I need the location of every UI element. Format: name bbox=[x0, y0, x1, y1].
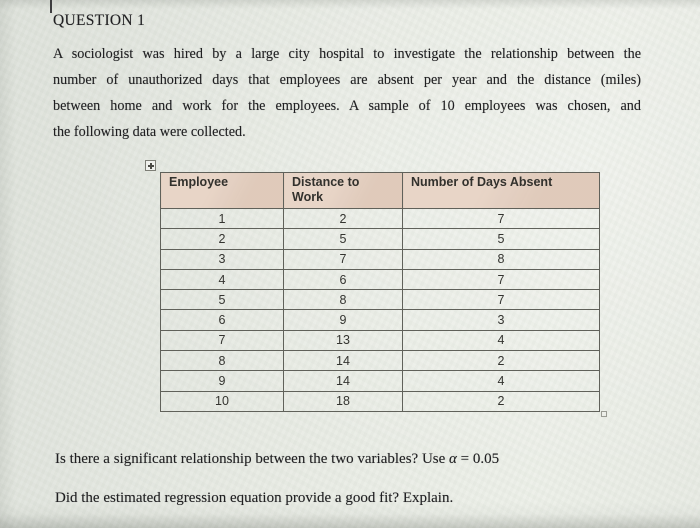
table-cell: 8 bbox=[403, 249, 600, 269]
paragraph-line: number of unauthorized days that employees are absent per year and the distance (miles) bbox=[53, 72, 641, 88]
data-table bbox=[160, 172, 600, 412]
table-row bbox=[161, 371, 600, 391]
table-cell: 2 bbox=[284, 209, 403, 229]
table-cell: 7 bbox=[161, 330, 284, 350]
question-significance-text: Is there a significant relationship between the two variables? Use bbox=[55, 451, 450, 467]
paragraph-line: the following data were collected. bbox=[53, 124, 246, 140]
table-cell: 4 bbox=[161, 269, 284, 289]
column-header-label: Distance to Work bbox=[292, 175, 360, 204]
table-cell: 9 bbox=[284, 310, 403, 330]
table-row bbox=[161, 391, 600, 411]
column-header-distance bbox=[284, 173, 403, 209]
table-row bbox=[161, 269, 600, 289]
table-cell: 7 bbox=[403, 209, 600, 229]
table-cell: 14 bbox=[284, 371, 403, 391]
table-header bbox=[161, 173, 600, 209]
column-header-days-absent bbox=[403, 173, 600, 209]
table-cell: 9 bbox=[161, 371, 284, 391]
table-cell: 5 bbox=[161, 290, 284, 310]
column-header-employee bbox=[161, 173, 284, 209]
column-header-label: Employee bbox=[169, 175, 229, 189]
table-row bbox=[161, 249, 600, 269]
table-cell: 2 bbox=[161, 229, 284, 249]
table-cell: 4 bbox=[403, 371, 600, 391]
table-header-row bbox=[161, 173, 600, 209]
table-cell: 18 bbox=[284, 391, 403, 411]
table-row bbox=[161, 310, 600, 330]
table-row bbox=[161, 290, 600, 310]
table-cell: 14 bbox=[284, 351, 403, 371]
table-cell: 13 bbox=[284, 330, 403, 350]
alpha-symbol: α bbox=[449, 451, 457, 467]
text-cursor bbox=[50, 0, 52, 13]
table-row bbox=[161, 351, 600, 371]
table-cell: 6 bbox=[161, 310, 284, 330]
table-cell: 5 bbox=[284, 229, 403, 249]
question-significance bbox=[55, 451, 499, 468]
question-fit: Did the estimated regression equation provide a good fit? Explain. bbox=[55, 490, 454, 506]
table-row bbox=[161, 330, 600, 350]
alpha-value: = 0.05 bbox=[456, 451, 500, 467]
table-cell: 4 bbox=[403, 330, 600, 350]
table-cell: 1 bbox=[161, 209, 284, 229]
paragraph-line: between home and work for the employees. A sample of 10 employees was chosen, and bbox=[53, 98, 641, 114]
table-move-handle-icon[interactable] bbox=[145, 160, 156, 171]
table-cell: 7 bbox=[403, 269, 600, 289]
table-cell: 10 bbox=[161, 391, 284, 411]
table-cell: 8 bbox=[161, 351, 284, 371]
paragraph-line: A sociologist was hired by a large city hospital to investigate the relationship between the bbox=[53, 46, 641, 62]
table-cell: 3 bbox=[403, 310, 600, 330]
table-row bbox=[161, 229, 600, 249]
table-cell: 2 bbox=[403, 391, 600, 411]
table-cell: 2 bbox=[403, 351, 600, 371]
table-cell: 5 bbox=[403, 229, 600, 249]
table-cell: 6 bbox=[284, 269, 403, 289]
table-row bbox=[161, 209, 600, 229]
table-cell: 8 bbox=[284, 290, 403, 310]
table-cell: 7 bbox=[403, 290, 600, 310]
question-paragraph bbox=[53, 41, 641, 145]
question-title: QUESTION 1 bbox=[53, 12, 146, 29]
table-cell: 7 bbox=[284, 249, 403, 269]
table-cell: 3 bbox=[161, 249, 284, 269]
column-header-label: Number of Days Absent bbox=[411, 175, 553, 189]
table-resize-handle-icon[interactable] bbox=[601, 411, 607, 417]
table-body bbox=[161, 209, 600, 412]
